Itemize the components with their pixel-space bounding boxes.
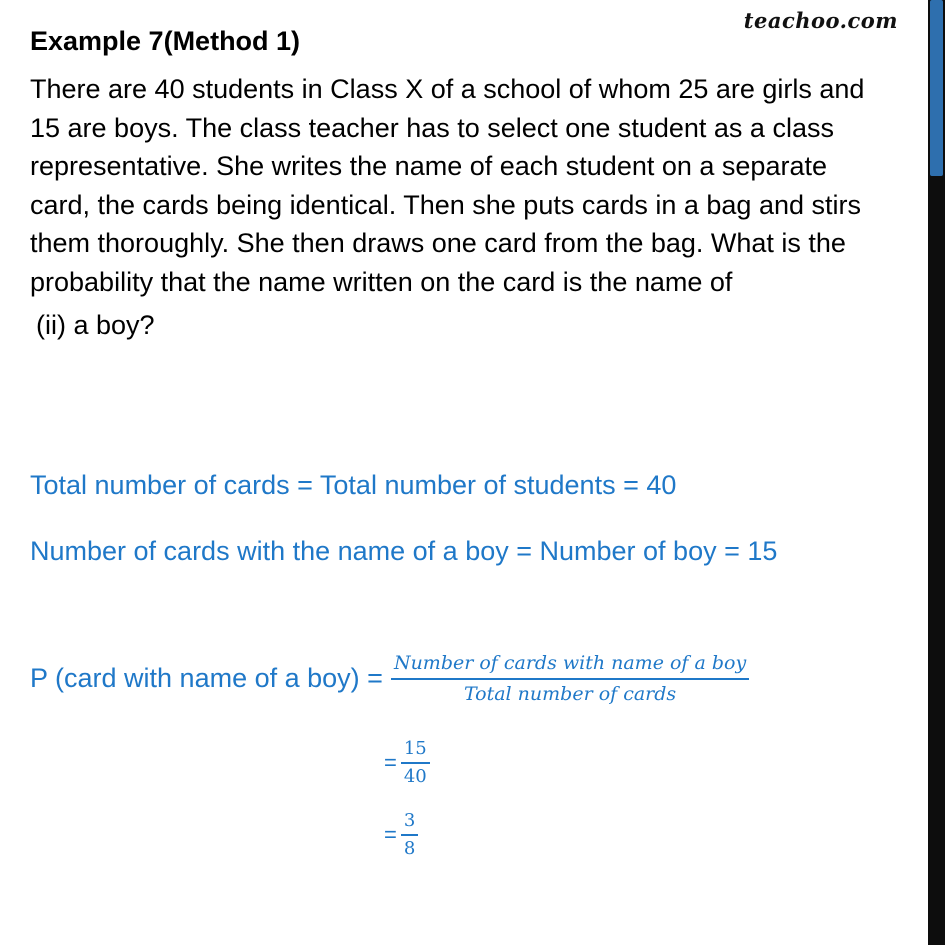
fraction-denominator: Total number of cards — [463, 683, 677, 705]
question-line: 15 are boys. The class teacher has to select one student as a class — [30, 112, 834, 143]
fraction-numerator: 15 — [403, 738, 427, 759]
example-title: Example 7(Method 1) — [30, 26, 301, 56]
question-line: There are 40 students in Class X of a school of whom 25 are girls and — [30, 74, 865, 104]
question-line: representative. She writes the name of each student on a separate — [30, 151, 827, 181]
probability-label: P (card with name of a boy) = — [30, 663, 383, 693]
question-line: probability that the name written on the card is the name of — [30, 266, 733, 297]
scrollbar-thumb[interactable] — [930, 0, 943, 176]
fraction-step-1 — [384, 738, 430, 787]
equals-sign: = — [384, 749, 397, 775]
fraction-15-40 — [401, 738, 430, 787]
sub-question: (ii) a boy? — [36, 310, 155, 340]
fraction-step-2 — [384, 810, 418, 859]
fraction-3-8 — [401, 810, 418, 859]
probability-fraction — [391, 652, 749, 705]
solution-boy-cards: Number of cards with the name of a boy = Number of boy = 15 — [30, 536, 778, 566]
probability-formula — [30, 652, 749, 705]
fraction-denominator: 8 — [403, 838, 416, 859]
fraction-numerator: 3 — [403, 810, 416, 831]
teachoo-logo: teachoo.com — [743, 8, 898, 33]
question-text — [30, 70, 925, 301]
solution-total-cards: Total number of cards = Total number of students = 40 — [30, 470, 677, 500]
question-line: them thoroughly. She then draws one card from the bag. What is the — [30, 228, 846, 258]
equals-sign: = — [384, 821, 397, 847]
fraction-numerator: Number of cards with name of a boy — [393, 652, 747, 674]
fraction-denominator: 40 — [403, 766, 427, 787]
question-line: card, the cards being identical. Then she puts cards in a bag and stirs — [30, 189, 861, 220]
vertical-scrollbar[interactable] — [928, 0, 945, 945]
